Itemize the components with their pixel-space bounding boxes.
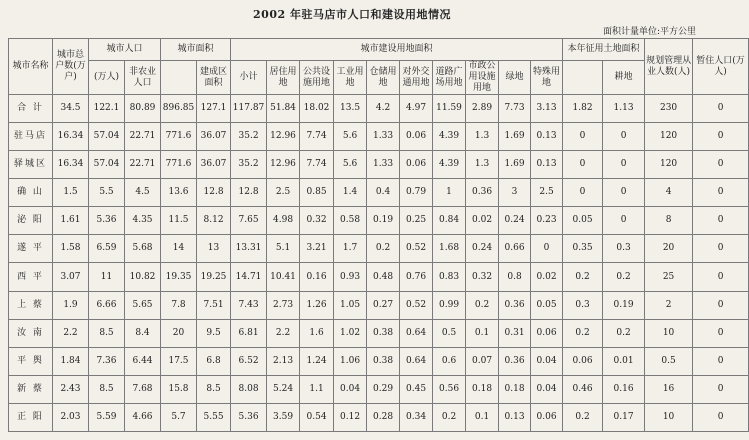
table-cell: 3.59: [267, 403, 300, 431]
table-cell: 0.5: [645, 347, 693, 375]
table-cell: 0.2: [433, 403, 466, 431]
table-cell: 0: [531, 235, 563, 263]
table-cell: 10.41: [267, 263, 300, 291]
table-row: [9, 291, 749, 319]
table-cell: 1.9: [53, 291, 89, 319]
table-cell: 5.65: [125, 291, 161, 319]
table-cell: 0.5: [433, 319, 466, 347]
table-cell: 0.02: [466, 207, 499, 235]
table-cell: 122.1: [89, 95, 125, 123]
table-cell: 13.5: [334, 95, 367, 123]
table-cell: 0: [563, 151, 603, 179]
table-cell: 5.68: [125, 235, 161, 263]
table-cell: 19.25: [197, 263, 231, 291]
table-cell: 0.52: [400, 235, 433, 263]
table-cell: 4.39: [433, 123, 466, 151]
table-cell: 4.35: [125, 207, 161, 235]
table-cell: 11.59: [433, 95, 466, 123]
table-cell: 0.05: [531, 291, 563, 319]
table-cell: 0: [693, 207, 749, 235]
table-cell: 771.6: [161, 151, 197, 179]
table-cell: 0.45: [400, 375, 433, 403]
table-cell: 15.8: [161, 375, 197, 403]
table-cell: 0.2: [603, 263, 645, 291]
table-cell: 0.06: [563, 347, 603, 375]
table-cell: 0.66: [499, 235, 531, 263]
table-cell: 0.04: [531, 347, 563, 375]
table-cell: 0: [693, 375, 749, 403]
row-city-name: 新 蔡: [9, 375, 53, 403]
header-cultivated: 耕地: [603, 61, 645, 95]
table-cell: 0.04: [531, 375, 563, 403]
table-cell: 0.06: [400, 123, 433, 151]
header-city-area-total: [161, 61, 197, 95]
table-cell: 6.66: [89, 291, 125, 319]
table-cell: 1.13: [603, 95, 645, 123]
population-land-table: [8, 38, 749, 432]
row-city-name: 上 蔡: [9, 291, 53, 319]
table-cell: 16.34: [53, 151, 89, 179]
table-cell: 7.8: [161, 291, 197, 319]
table-cell: 14: [161, 235, 197, 263]
header-green: 绿地: [499, 61, 531, 95]
table-title: 2002 年驻马店市人口和建设用地情况: [253, 8, 451, 21]
header-warehouse: 仓储用地: [367, 61, 400, 95]
table-cell: 8.5: [89, 375, 125, 403]
table-cell: 11.5: [161, 207, 197, 235]
table-row: [9, 95, 749, 123]
table-cell: 0.2: [563, 263, 603, 291]
table-cell: 0: [693, 151, 749, 179]
row-city-name: 合 计: [9, 95, 53, 123]
table-cell: 0.16: [603, 375, 645, 403]
table-cell: 0.38: [367, 347, 400, 375]
table-cell: 0.83: [433, 263, 466, 291]
table-cell: 0.2: [603, 319, 645, 347]
row-city-name: 遂 平: [9, 235, 53, 263]
table-cell: 8.08: [231, 375, 267, 403]
table-cell: 0: [563, 179, 603, 207]
table-row: [9, 123, 749, 151]
table-cell: 2: [645, 291, 693, 319]
table-cell: 0.13: [499, 403, 531, 431]
table-cell: 80.89: [125, 95, 161, 123]
table-cell: 896.85: [161, 95, 197, 123]
table-cell: 0.64: [400, 347, 433, 375]
table-cell: 0.6: [433, 347, 466, 375]
table-cell: 3.07: [53, 263, 89, 291]
table-cell: 11: [89, 263, 125, 291]
table-cell: 1.68: [433, 235, 466, 263]
table-cell: 1.3: [466, 151, 499, 179]
table-cell: 0.36: [499, 291, 531, 319]
table-cell: 8.4: [125, 319, 161, 347]
table-cell: 0.1: [466, 403, 499, 431]
table-cell: 0.85: [300, 179, 334, 207]
table-cell: 4: [645, 179, 693, 207]
table-cell: 0.19: [367, 207, 400, 235]
header-construction-land: 城市建设用地面积: [231, 39, 563, 61]
header-municipal-utilities: 市政公用设施用地: [466, 61, 499, 95]
table-cell: 8.5: [197, 375, 231, 403]
table-cell: 3: [499, 179, 531, 207]
table-cell: 10: [645, 319, 693, 347]
table-cell: 12.96: [267, 123, 300, 151]
table-body: [9, 95, 749, 432]
table-cell: 0.2: [367, 235, 400, 263]
table-cell: 230: [645, 95, 693, 123]
header-non-agri-population: 非农业人口: [125, 61, 161, 95]
table-cell: 0.34: [400, 403, 433, 431]
table-cell: 4.5: [125, 179, 161, 207]
table-cell: 6.52: [231, 347, 267, 375]
table-cell: 6.59: [89, 235, 125, 263]
table-cell: 8.5: [89, 319, 125, 347]
table-cell: 0.12: [334, 403, 367, 431]
header-public-facilities: 公共设施用地: [300, 61, 334, 95]
table-cell: 0.18: [466, 375, 499, 403]
table-cell: 0: [693, 347, 749, 375]
table-cell: 12.96: [267, 151, 300, 179]
header-city-name: 城市名称: [9, 39, 53, 95]
table-cell: 10: [645, 403, 693, 431]
table-cell: 7.74: [300, 123, 334, 151]
table-cell: 0: [603, 123, 645, 151]
table-cell: 771.6: [161, 123, 197, 151]
table-cell: 117.87: [231, 95, 267, 123]
table-cell: 1.33: [367, 123, 400, 151]
row-city-name: 正 阳: [9, 403, 53, 431]
table-cell: 0.24: [499, 207, 531, 235]
table-cell: 20: [161, 319, 197, 347]
header-residential: 居住用地: [267, 61, 300, 95]
table-cell: 16.34: [53, 123, 89, 151]
table-cell: 0: [563, 123, 603, 151]
table-cell: 1.69: [499, 123, 531, 151]
table-cell: 57.04: [89, 151, 125, 179]
table-cell: 0.38: [367, 319, 400, 347]
table-cell: 0.28: [367, 403, 400, 431]
table-cell: 0: [603, 179, 645, 207]
table-cell: 19.35: [161, 263, 197, 291]
table-cell: 8.12: [197, 207, 231, 235]
table-cell: 7.36: [89, 347, 125, 375]
table-cell: 1.7: [334, 235, 367, 263]
table-cell: 5.6: [334, 151, 367, 179]
table-cell: 7.43: [231, 291, 267, 319]
table-row: [9, 263, 749, 291]
table-cell: 5.5: [89, 179, 125, 207]
table-cell: 6.81: [231, 319, 267, 347]
table-cell: 2.03: [53, 403, 89, 431]
table-cell: 7.68: [125, 375, 161, 403]
table-row: [9, 179, 749, 207]
table-row: [9, 151, 749, 179]
table-cell: 5.7: [161, 403, 197, 431]
table-cell: 35.2: [231, 123, 267, 151]
header-acquisition-total: [563, 61, 603, 95]
table-cell: 4.39: [433, 151, 466, 179]
table-cell: 2.5: [531, 179, 563, 207]
table-cell: 0: [693, 319, 749, 347]
table-cell: 0.32: [466, 263, 499, 291]
table-cell: 0: [693, 291, 749, 319]
table-cell: 2.43: [53, 375, 89, 403]
table-cell: 0.2: [563, 319, 603, 347]
table-cell: 0: [693, 403, 749, 431]
row-city-name: 汝 南: [9, 319, 53, 347]
table-cell: 6.44: [125, 347, 161, 375]
table-cell: 25: [645, 263, 693, 291]
table-cell: 3.13: [531, 95, 563, 123]
table-cell: 1.5: [53, 179, 89, 207]
table-cell: 12.8: [231, 179, 267, 207]
table-cell: 0.1: [466, 319, 499, 347]
table-cell: 7.51: [197, 291, 231, 319]
table-cell: 120: [645, 123, 693, 151]
header-total-households: 城市总户数(万户): [53, 39, 89, 95]
table-cell: 0.05: [563, 207, 603, 235]
table-cell: 0.13: [531, 151, 563, 179]
table-cell: 0.02: [531, 263, 563, 291]
table-cell: 18.02: [300, 95, 334, 123]
table-cell: 0.13: [531, 123, 563, 151]
table-cell: 1: [433, 179, 466, 207]
table-cell: 2.5: [267, 179, 300, 207]
table-row: [9, 235, 749, 263]
row-city-name: 确 山: [9, 179, 53, 207]
table-cell: 34.5: [53, 95, 89, 123]
table-cell: 16: [645, 375, 693, 403]
table-cell: 35.2: [231, 151, 267, 179]
table-cell: 5.55: [197, 403, 231, 431]
table-cell: 13.6: [161, 179, 197, 207]
unit-note: 面积计量单位:平方公里: [602, 27, 696, 37]
header-built-up-area: 建成区面积: [197, 61, 231, 95]
table-cell: 5.1: [267, 235, 300, 263]
table-cell: 0.52: [400, 291, 433, 319]
table-cell: 1.26: [300, 291, 334, 319]
table-cell: 0.19: [603, 291, 645, 319]
table-cell: 0.24: [466, 235, 499, 263]
table-cell: 13: [197, 235, 231, 263]
table-cell: 6.8: [197, 347, 231, 375]
table-cell: 0.58: [334, 207, 367, 235]
table-cell: 57.04: [89, 123, 125, 151]
table-cell: 1.69: [499, 151, 531, 179]
table-cell: 3.21: [300, 235, 334, 263]
table-cell: 12.8: [197, 179, 231, 207]
table-cell: 120: [645, 151, 693, 179]
table-cell: 0: [603, 207, 645, 235]
table-cell: 36.07: [197, 151, 231, 179]
table-cell: 1.1: [300, 375, 334, 403]
table-cell: 0.56: [433, 375, 466, 403]
header-subtotal: 小计: [231, 61, 267, 95]
table-cell: 0.46: [563, 375, 603, 403]
header-city-population: 城市人口: [89, 39, 161, 61]
table-cell: 5.59: [89, 403, 125, 431]
table-cell: 0.48: [367, 263, 400, 291]
table-cell: 5.24: [267, 375, 300, 403]
table-cell: 1.05: [334, 291, 367, 319]
row-city-name: 平 舆: [9, 347, 53, 375]
table-cell: 0.64: [400, 319, 433, 347]
table-cell: 20: [645, 235, 693, 263]
table-cell: 0.3: [603, 235, 645, 263]
table-cell: 2.73: [267, 291, 300, 319]
table-cell: 4.98: [267, 207, 300, 235]
table-cell: 51.84: [267, 95, 300, 123]
table-cell: 0.06: [531, 319, 563, 347]
table-cell: 4.66: [125, 403, 161, 431]
table-cell: 36.07: [197, 123, 231, 151]
table-cell: 1.3: [466, 123, 499, 151]
table-cell: 0.36: [466, 179, 499, 207]
table-row: [9, 375, 749, 403]
table-cell: 0: [603, 151, 645, 179]
table-cell: 0.54: [300, 403, 334, 431]
header-special: 特殊用地: [531, 61, 563, 95]
table-cell: 1.33: [367, 151, 400, 179]
table-cell: 9.5: [197, 319, 231, 347]
table-cell: 0.06: [531, 403, 563, 431]
table-cell: 0.35: [563, 235, 603, 263]
table-cell: 0.4: [367, 179, 400, 207]
table-cell: 22.71: [125, 151, 161, 179]
table-cell: 0.79: [400, 179, 433, 207]
table-cell: 7.73: [499, 95, 531, 123]
table-cell: 14.71: [231, 263, 267, 291]
table-cell: 7.74: [300, 151, 334, 179]
table-cell: 127.1: [197, 95, 231, 123]
table-cell: 22.71: [125, 123, 161, 151]
table-cell: 0.29: [367, 375, 400, 403]
table-cell: 0.2: [563, 403, 603, 431]
table-cell: 4.97: [400, 95, 433, 123]
table-row: [9, 319, 749, 347]
header-population-wan: (万人): [89, 61, 125, 95]
table-cell: 0.8: [499, 263, 531, 291]
row-city-name: 驿城区: [9, 151, 53, 179]
table-cell: 1.24: [300, 347, 334, 375]
table-cell: 0.06: [400, 151, 433, 179]
row-city-name: 西 平: [9, 263, 53, 291]
table-cell: 0.31: [499, 319, 531, 347]
table-cell: 0.17: [603, 403, 645, 431]
table-cell: 17.5: [161, 347, 197, 375]
table-row: [9, 347, 749, 375]
table-cell: 5.36: [89, 207, 125, 235]
table-cell: 0: [693, 235, 749, 263]
table-cell: 0.04: [334, 375, 367, 403]
header-roads-squares: 道路广场用地: [433, 61, 466, 95]
header-planning-staff: 规划管理从业人数(人): [645, 39, 693, 95]
table-cell: 0.32: [300, 207, 334, 235]
table-cell: 0: [693, 179, 749, 207]
table-cell: 1.02: [334, 319, 367, 347]
header-external-transport: 对外交通用地: [400, 61, 433, 95]
header-temporary-population: 暂住人口(万人): [693, 39, 749, 95]
table-cell: 0.84: [433, 207, 466, 235]
table-cell: 0.3: [563, 291, 603, 319]
table-cell: 1.61: [53, 207, 89, 235]
table-cell: 0: [693, 123, 749, 151]
table-cell: 2.89: [466, 95, 499, 123]
table-cell: 0.76: [400, 263, 433, 291]
table-cell: 0.25: [400, 207, 433, 235]
table-cell: 1.84: [53, 347, 89, 375]
table-cell: 0.01: [603, 347, 645, 375]
table-cell: 0.16: [300, 263, 334, 291]
table-cell: 7.65: [231, 207, 267, 235]
table-cell: 1.58: [53, 235, 89, 263]
table-cell: 10.82: [125, 263, 161, 291]
table-cell: 1.82: [563, 95, 603, 123]
table-cell: 5.36: [231, 403, 267, 431]
table-cell: 0.27: [367, 291, 400, 319]
table-row: [9, 403, 749, 431]
table-cell: 0.18: [499, 375, 531, 403]
table-cell: 0.07: [466, 347, 499, 375]
table-cell: 1.4: [334, 179, 367, 207]
table-cell: 8: [645, 207, 693, 235]
table-cell: 0.2: [466, 291, 499, 319]
header-annual-land-acquisition: 本年征用土地面积: [563, 39, 645, 61]
header-industrial: 工业用地: [334, 61, 367, 95]
table-cell: 2.2: [267, 319, 300, 347]
table-cell: 1.06: [334, 347, 367, 375]
table-cell: 0.93: [334, 263, 367, 291]
row-city-name: 驻马店: [9, 123, 53, 151]
table-cell: 0: [693, 95, 749, 123]
table-cell: 13.31: [231, 235, 267, 263]
table-cell: 1.6: [300, 319, 334, 347]
row-city-name: 泌 阳: [9, 207, 53, 235]
table-cell: 2.2: [53, 319, 89, 347]
header-city-area: 城市面积: [161, 39, 231, 61]
table-cell: 2.13: [267, 347, 300, 375]
table-row: [9, 207, 749, 235]
table-cell: 5.6: [334, 123, 367, 151]
table-cell: 4.2: [367, 95, 400, 123]
table-cell: 0.23: [531, 207, 563, 235]
table-cell: 0: [693, 263, 749, 291]
table-cell: 0.36: [499, 347, 531, 375]
table-cell: 0.99: [433, 291, 466, 319]
